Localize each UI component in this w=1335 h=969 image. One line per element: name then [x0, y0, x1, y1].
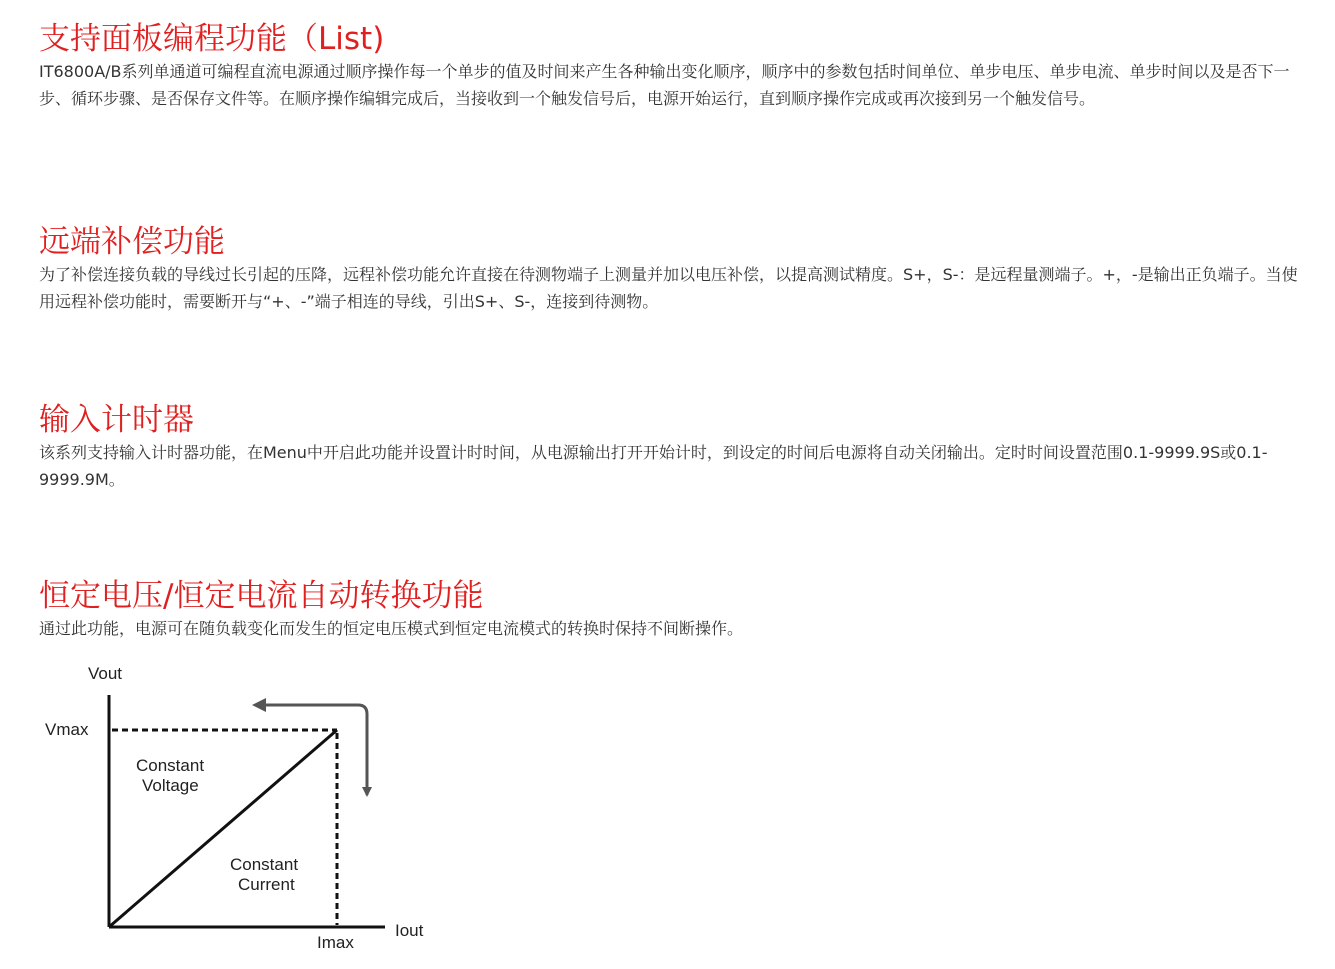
- cv-region-label-line2: Voltage: [142, 776, 199, 795]
- section-body: 该系列支持输入计时器功能，在Menu中开启此功能并设置计时时间，从电源输出打开开始计时，到设定的时间后电源将自动关闭输出。定时时间设置范围0.1-9999.9S或0.1-9999.9M。: [39, 443, 1268, 489]
- section-remote-sense: [39, 222, 1307, 315]
- y-axis-label: Vout: [88, 664, 123, 683]
- section-cv-cc-crossover: [39, 576, 1307, 643]
- crossover-arrow-left-head-icon: [252, 698, 266, 712]
- cc-region-label-line1: Constant: [230, 855, 299, 874]
- section-title: 远端补偿功能: [39, 224, 225, 260]
- cv-cc-diagram-svg: [40, 655, 440, 960]
- cv-cc-diagram: [40, 655, 440, 960]
- section-body: IT6800A/B系列单通道可编程直流电源通过顺序操作每一个单步的值及时间来产生各种输出变化顺序，顺序中的参数包括时间单位、单步电压、单步电流、单步时间以及是否下一步、循环步骤、是否保存文件等。在顺序操作编辑完成后，当接收到一个触发信号后，电源开始运行，直到顺序操作完成或再次接到另一个触发信号。: [39, 62, 1290, 108]
- vmax-label: Vmax: [45, 720, 89, 739]
- section-body: 为了补偿连接负载的导线过长引起的压降，远程补偿功能允许直接在待测物端子上测量并加以电压补偿，以提高测试精度。S+，S-：是远程量测端子。+，-是输出正负端子。当使用远程补偿功能时，需要断开与“+、-”端子相连的导线，引出S+、S-，连接到待测物。: [39, 265, 1298, 311]
- section-input-timer: [39, 400, 1307, 493]
- section-title: 输入计时器: [39, 402, 194, 438]
- section-title: 支持面板编程功能（List): [39, 21, 385, 57]
- section-list-programming: [39, 19, 1307, 112]
- cc-region-label-line2: Current: [238, 875, 295, 894]
- section-title: 恒定电压/恒定电流自动转换功能: [39, 578, 484, 614]
- x-axis-label: Iout: [395, 921, 424, 940]
- imax-label: Imax: [317, 933, 354, 952]
- cv-region-label-line1: Constant: [136, 756, 205, 775]
- section-body: 通过此功能，电源可在随负载变化而发生的恒定电压模式到恒定电流模式的转换时保持不间断操作。: [39, 619, 744, 638]
